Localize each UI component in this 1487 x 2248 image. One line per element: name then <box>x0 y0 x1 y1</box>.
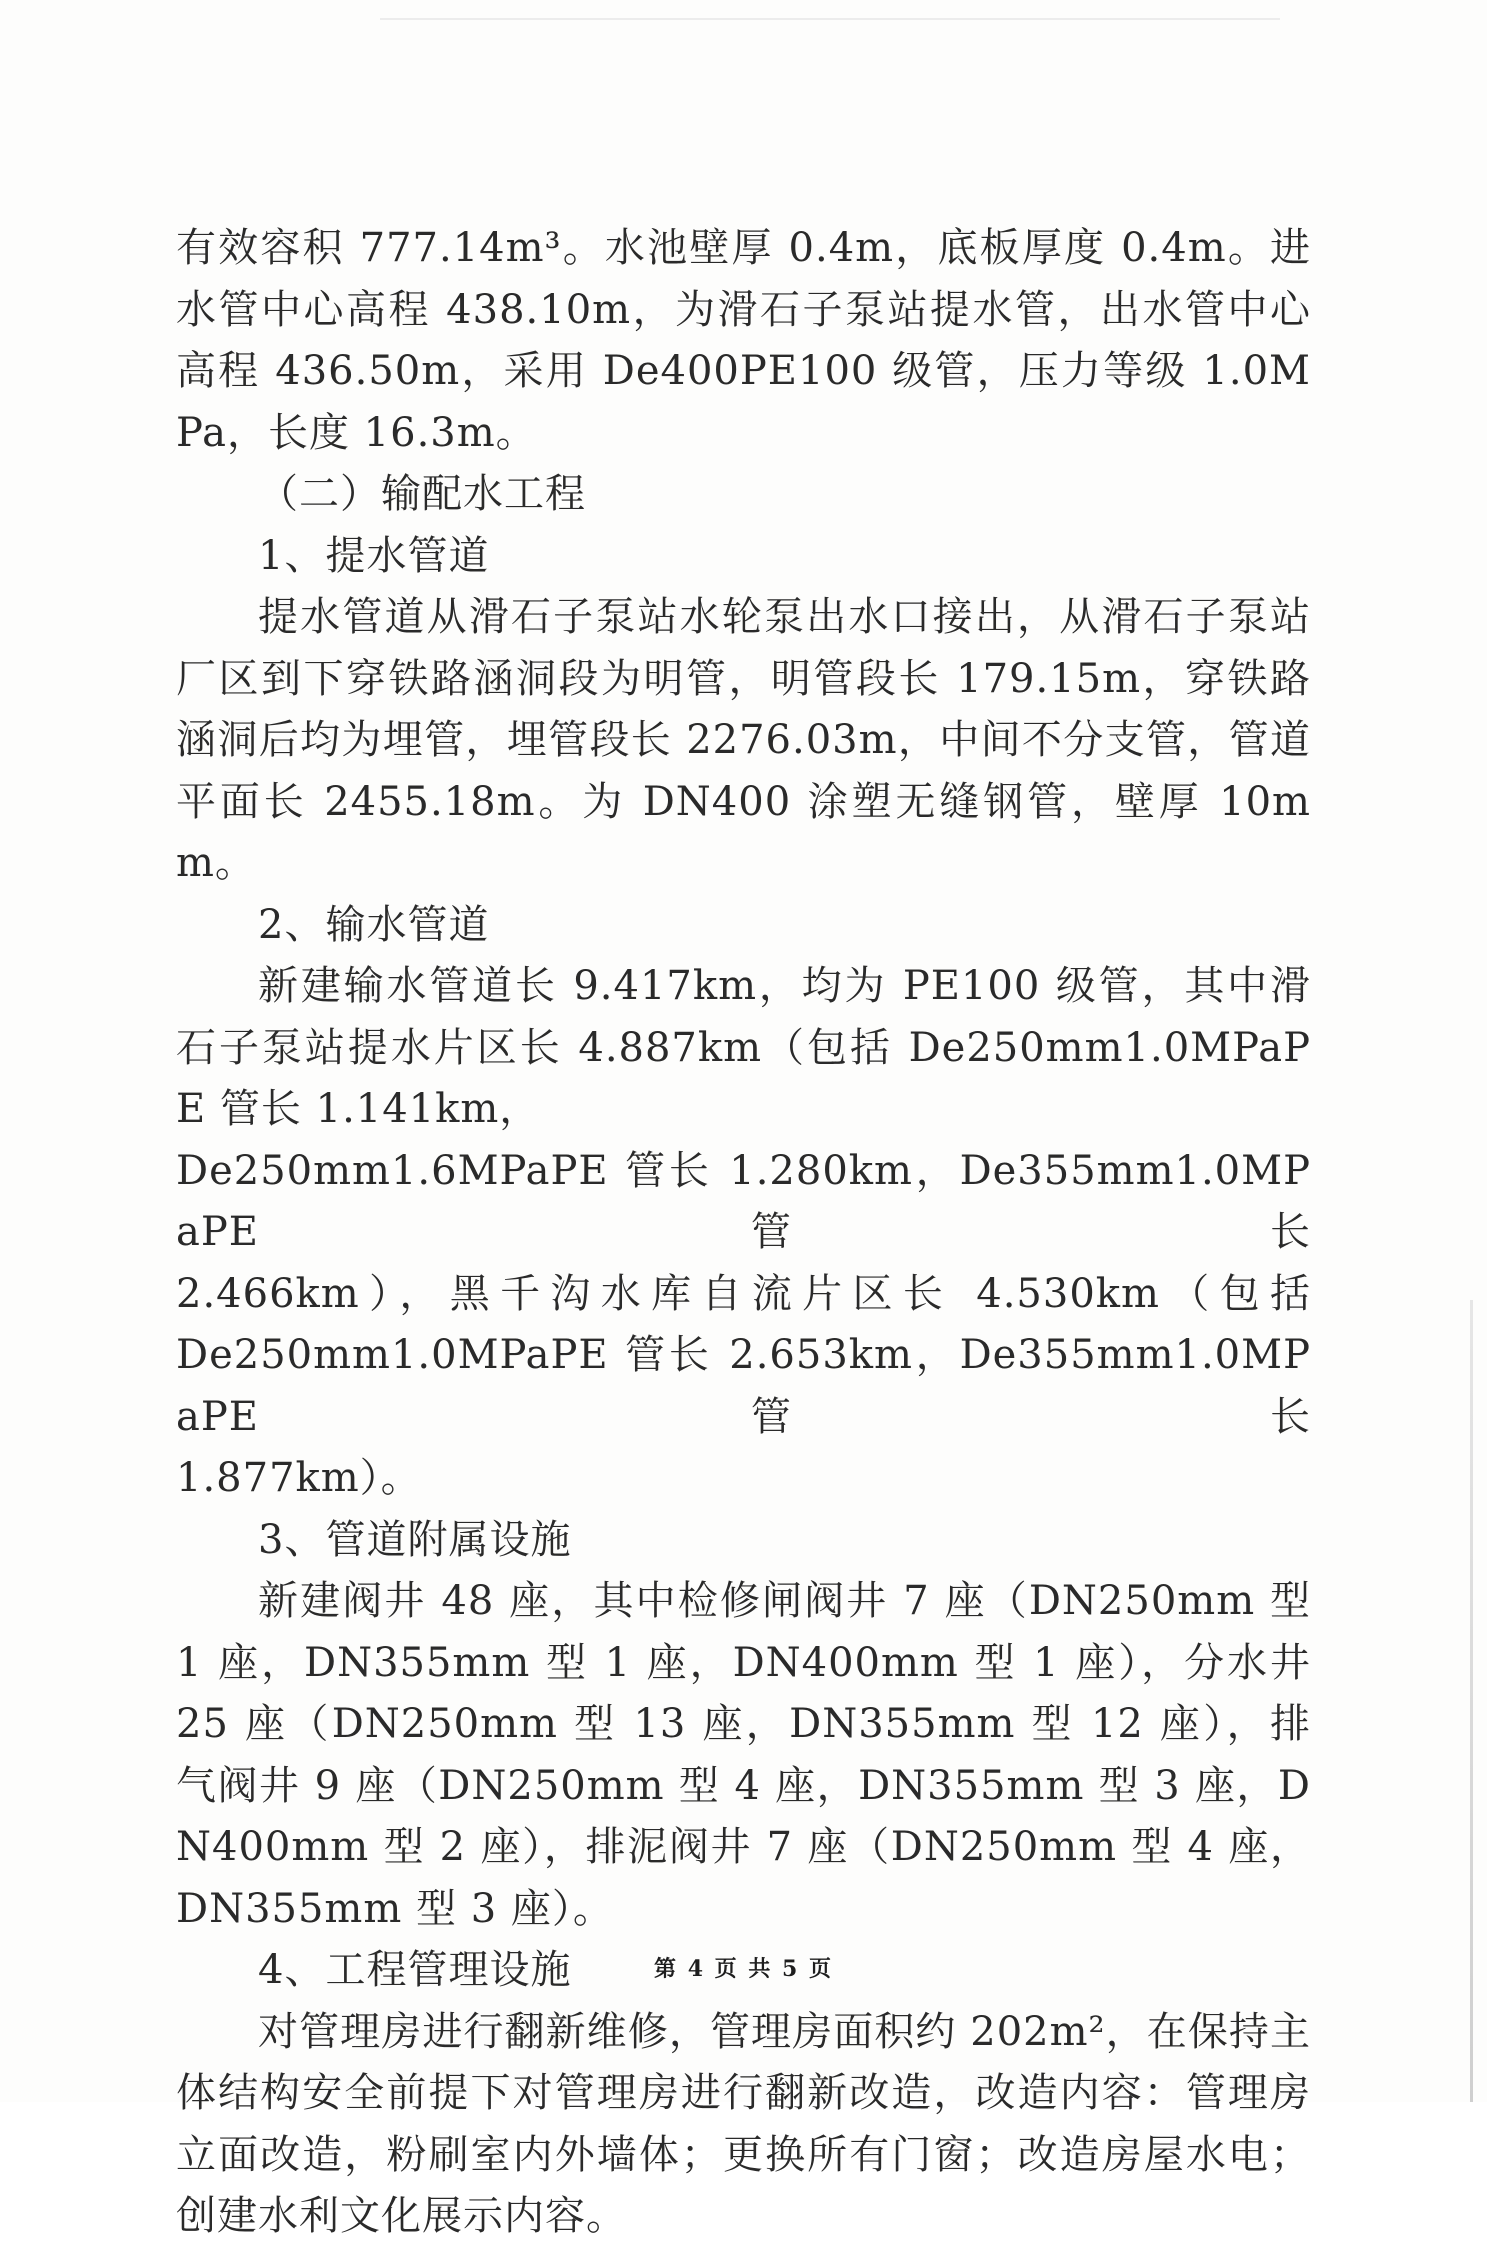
paragraph-tank-specs: 有效容积 777.14m³。水池壁厚 0.4m，底板厚度 0.4m。进水管中心高程 438.10m，为滑石子泵站提水管，出水管中心高程 436.50m，采用 De400PE100 级管，压力等级 1.0MPa，长度 16.3m。 <box>176 225 1311 456</box>
subsection-heading-management-facilities: 4、工程管理设施 <box>258 1947 572 1993</box>
paragraph-management-facilities: 对管理房进行翻新维修，管理房面积约 202m²，在保持主体结构安全前提下对管理房进行翻新改造，改造内容：管理房立面改造，粉刷室内外墙体；更换所有门窗；改造房屋水电；创建水利文化展示内容。 <box>176 2008 1311 2239</box>
paragraph-pipeline-facilities: 新建阀井 48 座，其中检修闸阀井 7 座（DN250mm 型 1 座，DN355mm 型 1 座，DN400mm 型 1 座），分水井 25 座（DN250mm 型 13 座，DN355mm 型 12 座），排气阀井 9 座（DN250mm 型 4 座，DN355mm 型 3 座，DN400mm 型 2 座），排泥阀井 7 座（DN250mm 型 4 座，DN355mm 型 3 座）。 <box>176 1578 1311 1932</box>
section-heading-water-distribution: （二）输配水工程 <box>258 471 586 517</box>
document-body <box>176 218 1311 2248</box>
scan-artifact <box>380 18 1280 20</box>
paragraph-conveyance-pipeline-line-5: 1.877km）。 <box>176 1455 422 1501</box>
subsection-heading-pipeline-facilities: 3、管道附属设施 <box>258 1516 572 1563</box>
paragraph-conveyance-pipeline-line-2: De250mm1.6MPaPE 管长 1.280km，De355mm1.0MPaPE 管长 <box>176 1147 1311 1255</box>
subsection-heading-lift-pipeline: 1、提水管道 <box>258 532 490 579</box>
paragraph-lift-pipeline: 提水管道从滑石子泵站水轮泵出水口接出，从滑石子泵站厂区到下穿铁路涵洞段为明管，明管段长 179.15m，穿铁路涵洞后均为埋管，埋管段长 2276.03m，中间不分支管，管道平面长 2455.18m。为 DN400 涂塑无缝钢管，壁厚 10mm。 <box>176 594 1311 886</box>
paragraph-conveyance-pipeline-line-1: 新建输水管道长 9.417km，均为 PE100 级管，其中滑石子泵站提水片区长 4.887km（包括 De250mm1.0MPaPE 管长 1.141km， <box>176 963 1311 1132</box>
paragraph-conveyance-pipeline-line-3: 2.466km），黑千沟水库自流片区长 4.530km（包括 <box>176 1270 1311 1317</box>
page-number: 第 4 页 共 5 页 <box>654 1956 833 1982</box>
paragraph-conveyance-pipeline-line-4: De250mm1.0MPaPE 管长 2.653km，De355mm1.0MPaPE 管长 <box>176 1332 1311 1440</box>
subsection-heading-conveyance-pipeline: 2、输水管道 <box>258 901 490 948</box>
